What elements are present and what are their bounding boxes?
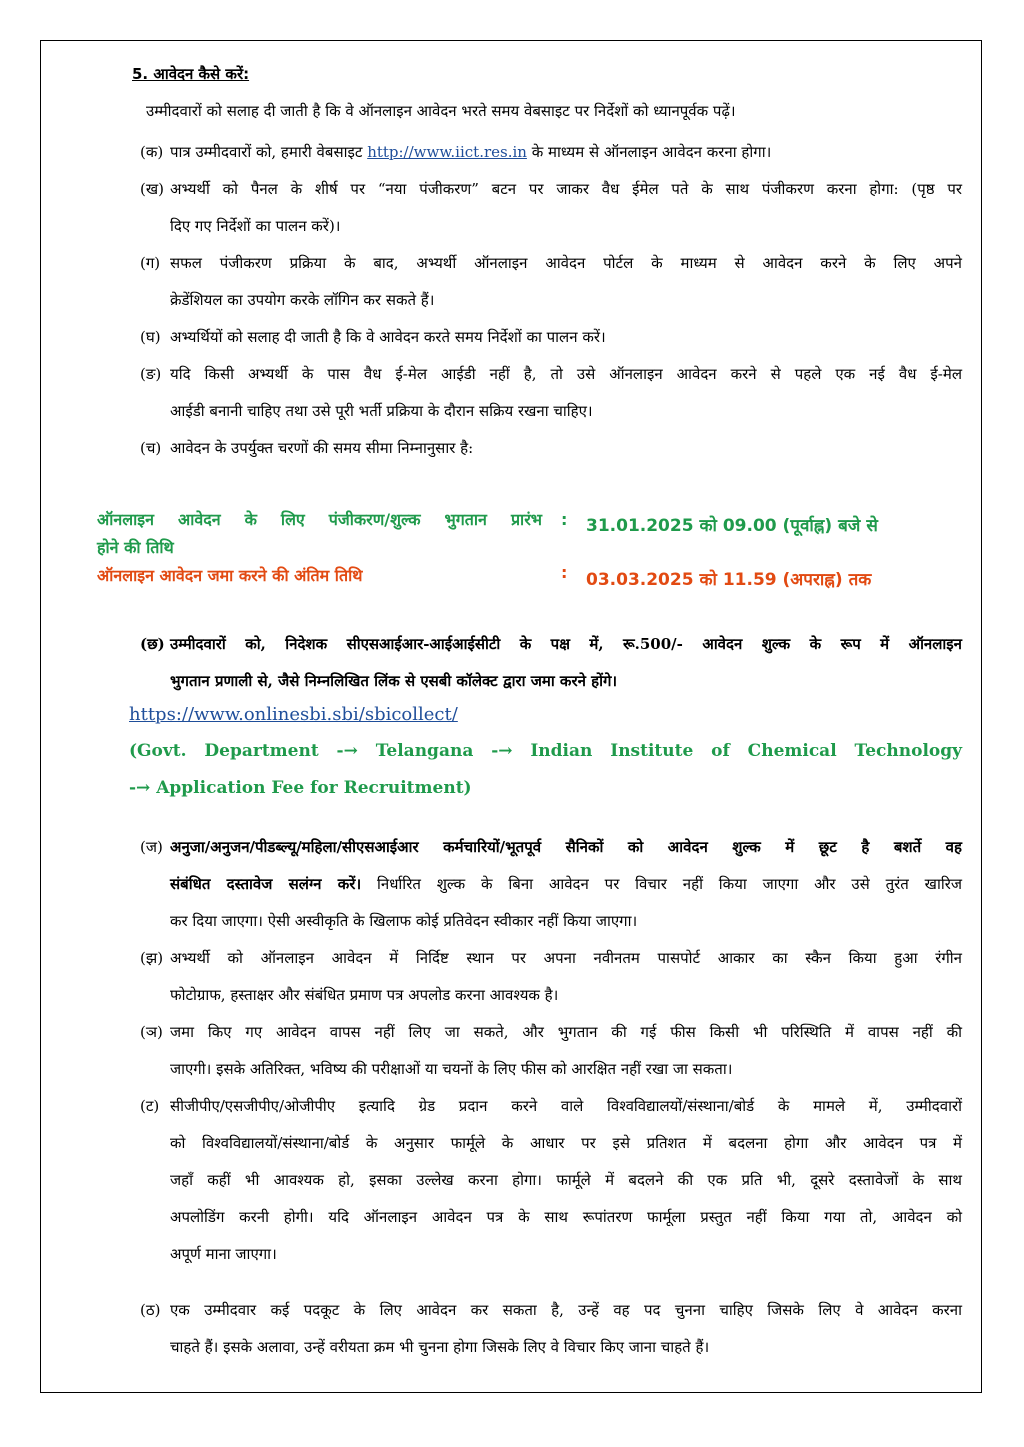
- item-label: (च): [140, 439, 162, 457]
- payment-path-line1: (Govt. Department -→ Telangana -→ Indian Institute of Chemical Technology: [129, 741, 962, 761]
- payment-path-line2: -→ Application Fee for Recruitment): [129, 778, 472, 798]
- schedule-start-label: ऑनलाइन आवेदन के लिए पंजीकरण/शुल्क भुगतान प्रारंभ: [97, 510, 542, 529]
- schedule-start-value: 31.01.2025 को 09.00 (पूर्वाह्न) बजे से: [586, 516, 878, 536]
- item-text: जमा किए गए आवेदन वापस नहीं लिए जा सकते, और भुगतान की गई फीस किसी भी परिस्थिति में वापस नहीं की: [170, 1023, 962, 1041]
- item-label: (ट): [140, 1097, 160, 1115]
- item-text: उम्मीदवारों को, निदेशक सीएसआईआर-आईआईसीटी के पक्ष में, रू.500/- आवेदन शुल्क के रूप में ऑनलाइन: [170, 635, 962, 653]
- item-jha: [140, 940, 962, 1014]
- schedule-end-value: 03.03.2025 को 11.59 (अपराह्न) तक: [586, 570, 872, 590]
- intro-text: उम्मीदवारों को सलाह दी जाती है कि वे ऑनलाइन आवेदन भरते समय वेबसाइट पर निर्देशों को ध्यानपूर्वक पढ़ें।: [146, 102, 736, 120]
- item-label: (ञ): [140, 1023, 163, 1041]
- item-ja: [140, 829, 962, 940]
- item-text: अभ्यर्थी को ऑनलाइन आवेदन में निर्दिष्ट स्थान पर अपना नवीनतम पासपोर्ट आकार का स्कैन किया हुआ रंगीन: [170, 949, 962, 967]
- item-text: निर्धारित शुल्क के बिना आवेदन पर विचार नहीं किया जाएगा और उसे तुरंत खारिज: [376, 875, 962, 893]
- item-text: जाएगी। इसके अतिरिक्त, भविष्य की परीक्षाओं या चयनों के लिए फीस को आरक्षित नहीं रखा जा सकता।: [170, 1060, 733, 1078]
- item-text: क्रेडेंशियल का उपयोग करके लॉगिन कर सकते हैं।: [170, 291, 435, 309]
- section-heading: 5. आवेदन कैसे करें:: [132, 65, 250, 83]
- schedule-end-label: ऑनलाइन आवेदन जमा करने की अंतिम तिथि: [97, 566, 363, 585]
- item-tha: [140, 1292, 962, 1366]
- item-text: एक उम्मीदवार कई पदकूट के लिए आवेदन कर सकता है, उन्हें वह पद चुनना चाहिए जिसके लिए वे आवेदन करना: [170, 1301, 962, 1319]
- item-text: अपलोडिंग करनी होगी। यदि ऑनलाइन आवेदन पत्र के साथ रूपांतरण फार्मूला प्रस्तुत नहीं किया गया तो, आवेदन को: [170, 1208, 962, 1226]
- item-text-bold: अनुजा/अनुजन/पीडब्ल्यू/महिला/सीएसआईआर कर्मचारियों/भूतपूर्व सैनिकों को आवेदन शुल्क में छूट है बशर्ते वह: [170, 838, 962, 856]
- sbi-collect-link-wrap: [129, 704, 458, 725]
- item-label: (ठ): [140, 1301, 161, 1319]
- item-text: भुगतान प्रणाली से, जैसे निम्नलिखित लिंक से एसबी कॉलेक्ट द्वारा जमा करने होंगे।: [170, 672, 618, 690]
- item-text: चाहते हैं। इसके अलावा, उन्हें वरीयता क्रम भी चुनना होगा जिसके लिए वे विचार किए जाना चाहते हैं।: [170, 1338, 710, 1356]
- schedule-start-label-cont: होने की तिथि: [97, 538, 174, 557]
- item-text: के माध्यम से ऑनलाइन आवेदन करना होगा।: [531, 143, 772, 161]
- item-label: (ग): [140, 254, 161, 272]
- sbi-collect-link[interactable]: https://www.onlinesbi.sbi/sbicollect/: [129, 704, 458, 725]
- item-nga: [140, 356, 962, 430]
- item-label: (घ): [140, 328, 161, 346]
- item-kha: [140, 171, 962, 245]
- item-text: यदि किसी अभ्यर्थी के पास वैध ई-मेल आईडी नहीं है, तो उसे ऑनलाइन आवेदन करने से पहले एक नई वैध ई-मेल: [170, 365, 962, 383]
- item-text: आईडी बनानी चाहिए तथा उसे पूरी भर्ती प्रक्रिया के दौरान सक्रिय रखना चाहिए।: [170, 402, 593, 420]
- item-ta: [140, 1088, 962, 1273]
- schedule-end-colon: :: [561, 563, 568, 582]
- item-text: आवेदन के उपर्युक्त चरणों की समय सीमा निम्नानुसार है:: [170, 439, 474, 457]
- item-text: अभ्यर्थियों को सलाह दी जाती है कि वे आवेदन करते समय निर्देशों का पालन करें।: [170, 328, 606, 346]
- item-text: अपूर्ण माना जाएगा।: [170, 1245, 277, 1263]
- item-text: सफल पंजीकरण प्रक्रिया के बाद, अभ्यर्थी ऑनलाइन आवेदन पोर्टल के माध्यम से आवेदन करने के लिए अपने: [170, 254, 962, 272]
- item-label: (ज): [140, 838, 163, 856]
- item-text: कर दिया जाएगा। ऐसी अस्वीकृति के खिलाफ कोई प्रतिवेदन स्वीकार नहीं किया जाएगा।: [170, 912, 638, 930]
- item-text: दिए गए निर्देशों का पालन करें)।: [170, 217, 341, 235]
- item-ga: [140, 245, 962, 319]
- item-ka: [140, 134, 962, 171]
- item-text: को विश्वविद्यालयों/संस्थाना/बोर्ड के अनुसार फार्मूले के आधार पर इसे प्रतिशत में बदलना होगा और आवेदन पत्र में: [170, 1134, 962, 1152]
- item-gha: [140, 319, 962, 356]
- iict-website-link[interactable]: http://www.iict.res.in: [367, 143, 527, 161]
- item-nya: [140, 1014, 962, 1088]
- item-label: (झ): [140, 949, 164, 967]
- item-text: सीजीपीए/एसजीपीए/ओजीपीए इत्यादि ग्रेड प्रदान करने वाले विश्वविद्यालयों/संस्थाना/बोर्ड के मामले में, उम्मीदवारों: [170, 1097, 962, 1115]
- item-text: फोटोग्राफ, हस्ताक्षर और संबंधित प्रमाण पत्र अपलोड करना आवश्यक है।: [170, 986, 559, 1004]
- item-text: पात्र उम्मीदवारों को, हमारी वेबसाइट: [170, 143, 363, 161]
- item-label: (क): [140, 143, 164, 161]
- item-cha: [140, 430, 962, 467]
- item-text: अभ्यर्थी को पैनल के शीर्ष पर “नया पंजीकरण” बटन पर जाकर वैध ईमेल पते के साथ पंजीकरण करना होगा: (पृष्ठ पर: [170, 180, 962, 198]
- schedule-start-colon: :: [561, 510, 568, 529]
- item-label: (छ): [140, 635, 165, 653]
- item-chha: [140, 626, 962, 700]
- item-label: (ख): [140, 180, 164, 198]
- item-text: जहाँ कहीं भी आवश्यक हो, इसका उल्लेख करना होगा। फार्मूले में बदलने की एक प्रति भी, दूसरे दस्तावेजों के साथ: [170, 1171, 962, 1189]
- item-text-bold: संबंधित दस्तावेज सलंग्न करें।: [170, 875, 362, 893]
- item-label: (ङ): [140, 365, 162, 383]
